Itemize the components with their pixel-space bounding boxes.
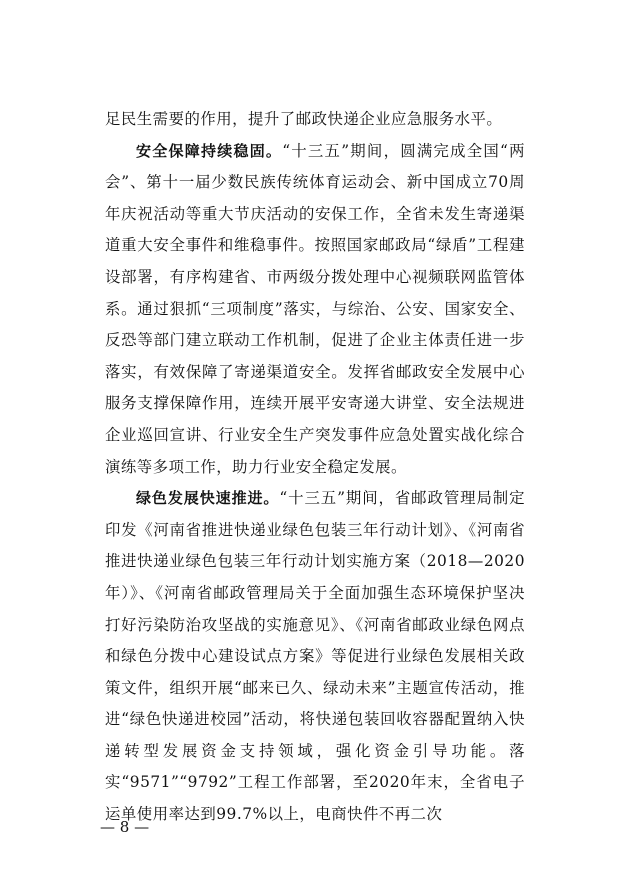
paragraph-security-heading: 安全保障持续稳固。: [136, 141, 283, 160]
paragraph-green: [105, 483, 525, 831]
body-text: [105, 104, 525, 831]
paragraph-1-text: 足民生需要的作用，提升了邮政快递企业应急服务水平。: [105, 110, 503, 128]
paragraph-green-text: “十三五”期间，省邮政管理局制定印发《河南省推进快递业绿色包装三年行动计划》、《河南省推进快递业绿色包装三年行动计划实施方案（2018—2020年）》、《河南省邮政管理局关于全面加强生态环境保护坚决打好污染防治攻坚战的实施意见》、《河南省邮政业绿色网点和绿色分拨中心建设试点方案》等促进行业绿色发展相关政策文件，组织开展“邮来已久、绿动未来”主题宣传活动，推进“绿色快递进校园”活动，将快递包装回收容器配置纳入快递转型发展资金支持领域，强化资金引导功能。落实“9571”“9792”工程工作部署，至2020年末，全省电子运单使用率达到99.7%以上，电商快件不再二次: [105, 489, 525, 824]
paragraph-security: [105, 136, 525, 484]
page-number-text: — 8 —: [100, 818, 150, 836]
paragraph-green-heading: 绿色发展快速推进。: [136, 489, 280, 508]
paragraph-1: [105, 104, 525, 136]
paragraph-security-text: “十三五”期间，圆满完成全国“两会”、第十一届少数民族传统体育运动会、新中国成立70周年庆祝活动等重大节庆活动的安保工作，全省未发生寄递渠道重大安全事件和维稳事件。按照国家邮政局“绿盾”工程建设部署，有序构建省、市两级分拨处理中心视频联网监管体系。通过狠抓“三项制度”落实，与综治、公安、国家安全、反恐等部门建立联动工作机制，促进了企业主体责任进一步落实，有效保障了寄递渠道安全。发挥省邮政安全发展中心服务支撑保障作用，连续开展平安寄递大讲堂、安全法规进企业巡回宣讲、行业安全生产突发事件应急处置实战化综合演练等多项工作，助力行业安全稳定发展。: [105, 141, 525, 476]
